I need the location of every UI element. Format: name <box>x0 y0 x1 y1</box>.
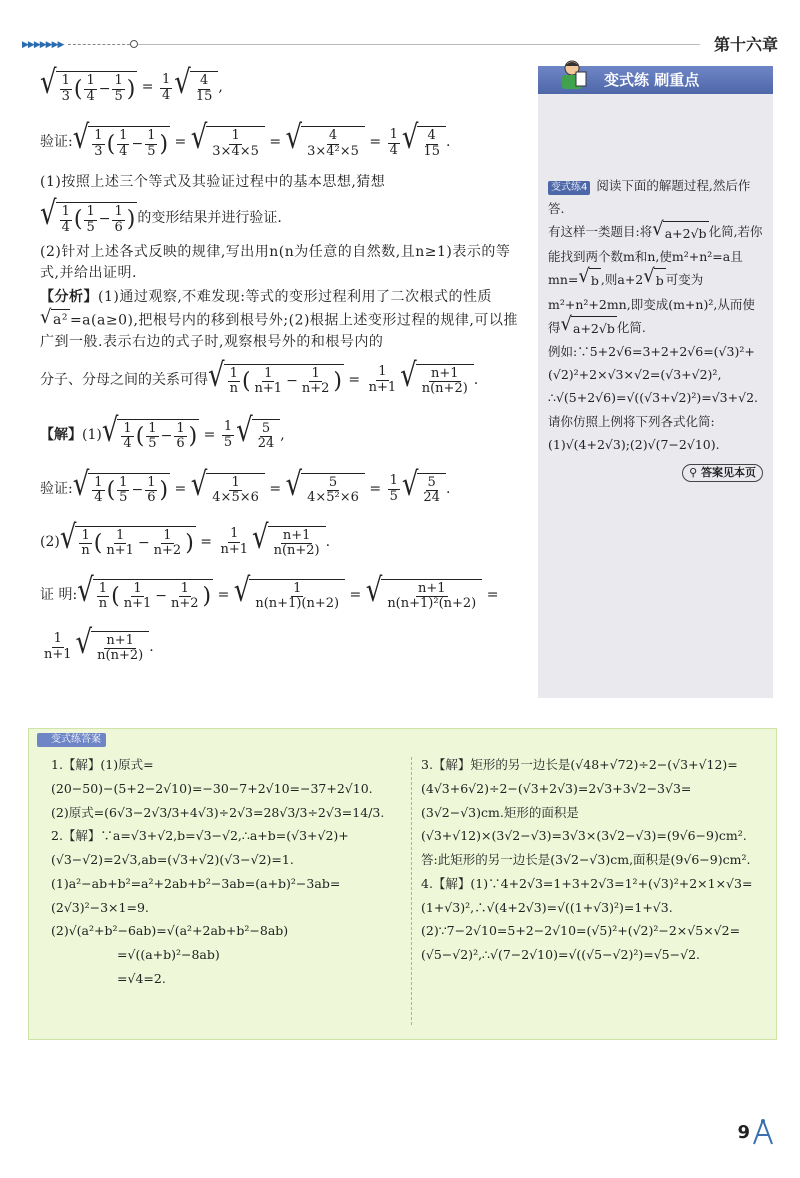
exercise-text-5: 化简. <box>616 319 646 335</box>
answer-2b: (1)a²−ab+b²=a²+2ab+b²−3ab=(a+b)²−3ab=(2√3)²−3×1=9. <box>51 875 341 915</box>
answer-4b: (2)∵7−2√10=5+2−2√10=(√5)²+(√2)²−2×√5×√2=(√5−√2)²,∴√(7−2√10)=√((√5−√2)²)=√5−√2. <box>421 923 741 962</box>
practice-sidebar <box>538 66 773 698</box>
proof: 证 明: √ $\frac{1}{n}$ ( $\frac{1}{n+1}$ − $\frac{1}{n+2}$ ) = √ $\frac{1}{n(n+1)(n+2)}$ = √ $\frac{n+1}{\text{n(n+1)²(n+2)}}$ = <box>40 571 499 612</box>
example-result: ∴√(5+2√6)=√((√3+√2)²)=√3+√2. <box>548 390 758 406</box>
task-line: 请你仿照上例将下列各式化简: <box>548 413 715 429</box>
exercise-text-3: ,则a+2 <box>600 271 644 287</box>
analysis: 【分析】(1)通过观察,不难发现:等式的变形过程利用了二次根式的性质 √ a² =a(a≥0),把根号内的移到根号外;(2)根据上述变形过程的规律,可以推广到一般.表示右边的式子时,观察根号外的和根号内的 <box>40 289 518 350</box>
header-dashed-line <box>68 44 130 45</box>
question-1-tail: 的变形结果并进行验证. <box>137 209 282 226</box>
student-icon <box>552 58 592 94</box>
question-1: (1)按照上述三个等式及其验证过程中的基本思想,猜想 <box>40 174 386 190</box>
solution-1: 【解】 (1) √ $\frac{1}{4}$ ( $\frac{1}{5}$ − $\frac{1}{6}$ ) = $\frac{1}{5}$ √ $\frac{5}{24}$ , <box>40 411 285 452</box>
chapter-title: 第十六章 <box>713 35 778 54</box>
question-2: (2)针对上述各式反映的规律,写出用n(n为任意的自然数,且n≥1)表示的等式,并给出证明. <box>40 243 511 282</box>
analysis-text-1: (1)通过观察,不难发现:等式的变形过程利用了二次根式的性质 <box>98 289 492 306</box>
sidebar-title: 变式练 刷重点 <box>604 71 700 89</box>
answer-link[interactable]: ⚲ 答案见本页 <box>682 464 763 482</box>
exercise-paragraph: 有这样一类题目:将 √ a+2√b 化简,若你能找到两个数m和n,使m²+n²=a且mn= √ b ,则a+2 √ b 可变为m²+n²+2mn,即变成(m+n)²,从而使得 √ a+2√b 化简. <box>548 220 763 340</box>
header-rule <box>138 44 700 45</box>
sidebar-header <box>538 66 773 94</box>
analysis-formula: 分子、分母之间的关系可得 √ $\frac{1}{n}$ ( $\frac{1}{n+1}$ − $\frac{1}{n+2}$ ) = $\frac{1}{n+1}$ √ $\frac{n+1}{n(n+2)}$ . <box>40 356 479 397</box>
proof-result: $\frac{1}{n+1}$ √ $\frac{n+1}{n(n+2)}$ . <box>44 623 154 664</box>
answer-4a: 4.【解】(1)∵4+2√3=1+3+2√3=1²+(√3)²+2×1×√3=(1+√3)²,∴√(4+2√3)=√((1+√3)²)=1+√3. <box>421 875 753 915</box>
answer-1b: (2)原式=(6√3−2√3/3+4√3)÷2√3=28√3/3÷2√3=14/3. <box>51 804 385 820</box>
header-arrows: ▶▶▶▶▶▶▶ <box>22 40 64 50</box>
analysis-label: 【分析】 <box>40 289 98 306</box>
answer-2d: =√((a+b)²−8ab) <box>117 947 220 962</box>
analysis-text-3: 分子、分母之间的关系可得 <box>40 371 208 388</box>
task-items: (1)√(4+2√3);(2)√(7−2√10). <box>548 436 720 452</box>
analysis-text-2: =a(a≥0),把根号内的移到根号外;(2)根据上述变形过程的规律,可以推广到一般.表示右边的式子时,观察根号外的和根号内的 <box>40 312 518 350</box>
answer-3b: 答:此矩形的另一边长是(3√2−√3)cm,面积是(9√6−9)cm². <box>421 852 751 867</box>
proof-label: 证 明: <box>40 586 78 603</box>
part-1-label: (1) <box>82 426 102 443</box>
solution-2: (2) √ $\frac{1}{n}$ ( $\frac{1}{n+1}$ − $\frac{1}{n+2}$ ) = $\frac{1}{n+1}$ √ $\frac{n+1}{n(n+2)}$ . <box>40 518 331 559</box>
verify-4: 验证: √ $\frac{1}{4}$ ( $\frac{1}{5}$ − $\frac{1}{6}$ ) = √ $\frac{1}{4\times 5\times 6}$ = √ $\frac{5}{\text{4×5²×6}}$ = $\frac{1}{5}$ √ $\frac{5}{24}$ . <box>40 465 451 506</box>
answers-left <box>51 753 411 991</box>
exercise-tag: 变式练4 <box>548 181 590 195</box>
header-circle <box>130 40 138 48</box>
question-1-expr: √ $\frac{1}{4}$ ( $\frac{1}{5}$ − $\frac{1}{6}$ ) 的变形结果并进行验证. <box>40 195 282 235</box>
answers-divider <box>411 757 412 1025</box>
compass-icon <box>750 1118 776 1146</box>
solution-label: 【解】 <box>40 426 82 443</box>
answer-2a: 2.【解】∵a=√3+√2,b=√3−√2,∴a+b=(√3+√2)+(√3−√2)=2√3,ab=(√3+√2)(√3−√2)=1. <box>51 828 349 867</box>
sidebar-body <box>548 174 763 483</box>
main-content <box>40 62 525 671</box>
answer-1a: 1.【解】(1)原式=(20−50)−(5+2−2√10)=−30−7+2√10=−37+2√10. <box>51 757 373 796</box>
part-2-label: (2) <box>40 533 60 550</box>
example-line: 例如:∵5+2√6=3+2+2√6=(√3)²+(√2)²+2×√3×√2=(√3+√2)², <box>548 344 755 383</box>
exercise-text-4: 可变为m²+n²+2mn,即变成(m+n)²,从而使得 <box>548 271 755 335</box>
verify-3: 验证: √ $\frac{1}{3}$ ( $\frac{1}{4}$ − $\frac{1}{5}$ ) = √ $\frac{1}{3\times 4\times 5}$ = √ $\frac{4}{\text{3×4²×5}}$ = $\frac{1}{4}$ √ $\frac{4}{15}$ . <box>40 119 451 159</box>
equation-3: √ $\frac{1}{3}$ ( $\frac{1}{4}$ − $\frac{1}{5}$ ) = $\frac{1}{4}$ √ $\frac{4}{15}$ , <box>40 64 223 104</box>
answers-tag: 变式练答案 <box>37 733 106 747</box>
answer-2e: =√4=2. <box>117 970 166 986</box>
exercise-text-2: 化简,若你能找到两个数m和n,使m²+n²=a且mn= <box>548 224 763 287</box>
answer-2c: (2)√(a²+b²−6ab)=√(a²+2ab+b²−8ab) <box>51 923 289 939</box>
answers-box <box>28 728 777 1040</box>
exercise-text-1: 有这样一类题目:将 <box>548 224 653 240</box>
exercise-intro: 阅读下面的解题过程,然后作答. <box>548 178 751 217</box>
answer-3a: 3.【解】矩形的另一边长是(√48+√72)÷2−(√3+√12)=(4√3+6√2)÷2−(√3+2√3)=2√3+3√2−3√3=(3√2−√3)cm.矩形的面积是(√3+√12)×(3√2−√3)=3√3×(3√2−√3)=(9√6−9)cm². <box>421 757 747 844</box>
verify-label: 验证: <box>40 134 73 151</box>
answer-link-label: 答案见本页 <box>701 465 756 479</box>
page-number: 9 <box>737 1122 750 1143</box>
verify-label-2: 验证: <box>40 480 73 497</box>
answers-right <box>421 753 766 967</box>
